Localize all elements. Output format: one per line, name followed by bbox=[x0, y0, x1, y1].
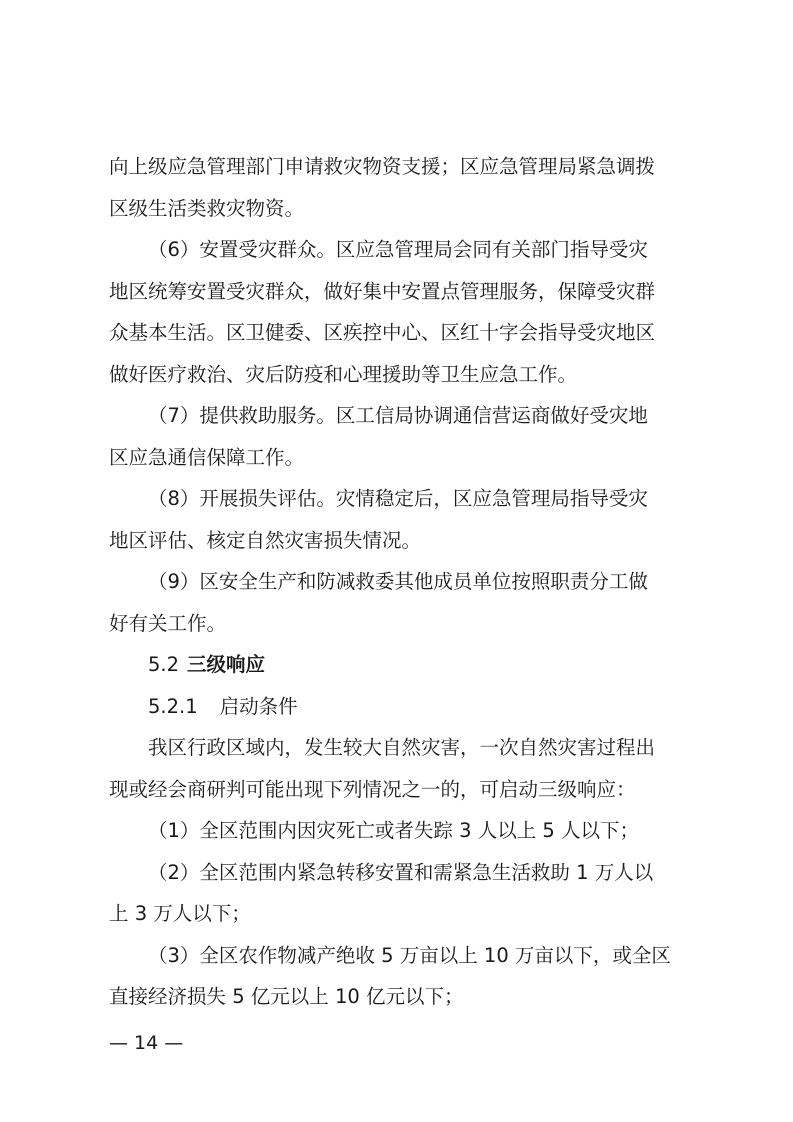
text-line: 现或经会商研判可能出现下列情况之一的，可启动三级响应： bbox=[109, 777, 636, 801]
subsection-heading bbox=[109, 686, 699, 728]
text-line: （1）全区范围内因灾死亡或者失踪 3 人以上 5 人以下； bbox=[148, 819, 640, 842]
text-line: 众基本生活。区卫健委、区疾控中心、区红十字会指导受灾地区 bbox=[109, 321, 656, 344]
text-line: 上 3 万人以下； bbox=[109, 902, 251, 925]
text-line: （8）开展损失评估。灾情稳定后，区应急管理局指导受灾 bbox=[148, 487, 648, 510]
page-number: — 14 — bbox=[109, 1032, 184, 1054]
text-line: 我区行政区域内，发生较大自然灾害，一次自然灾害过程出 bbox=[148, 736, 656, 759]
text-line: （9）区安全生产和防减救委其他成员单位按照职责分工做 bbox=[148, 570, 648, 593]
subsection-title: 启动条件 bbox=[219, 694, 298, 718]
text-line: 地区评估、核定自然灾害损失情况。 bbox=[109, 528, 422, 552]
section-number: 5.2 bbox=[148, 653, 180, 676]
text-line: 好有关工作。 bbox=[109, 611, 227, 635]
text-line: （6）安置受灾群众。区应急管理局会同有关部门指导受灾 bbox=[148, 238, 648, 261]
text-line: 地区统筹安置受灾群众，做好集中安置点管理服务，保障受灾群 bbox=[109, 279, 656, 303]
text-line: 向上级应急管理部门申请救灾物资支援；区应急管理局紧急调拨 bbox=[109, 155, 656, 178]
section-heading bbox=[109, 644, 699, 686]
text-line: （3）全区农作物减产绝收 5 万亩以上 10 万亩以下，或全区 bbox=[148, 943, 671, 967]
text-line: 区级生活类救灾物资。 bbox=[109, 196, 305, 220]
text-line: 做好医疗救治、灾后防疫和心理援助等卫生应急工作。 bbox=[109, 362, 578, 386]
document-body bbox=[109, 146, 699, 1018]
text-line: （7）提供救助服务。区工信局协调通信营运商做好受灾地 bbox=[148, 404, 648, 427]
text-line: 区应急通信保障工作。 bbox=[109, 445, 305, 469]
section-title: 三级响应 bbox=[187, 653, 266, 676]
subsection-number: 5.2.1 bbox=[148, 694, 198, 718]
text-line: 直接经济损失 5 亿元以上 10 亿元以下； bbox=[109, 985, 464, 1008]
text-line: （2）全区范围内紧急转移安置和需紧急生活救助 1 万人以 bbox=[148, 860, 654, 884]
